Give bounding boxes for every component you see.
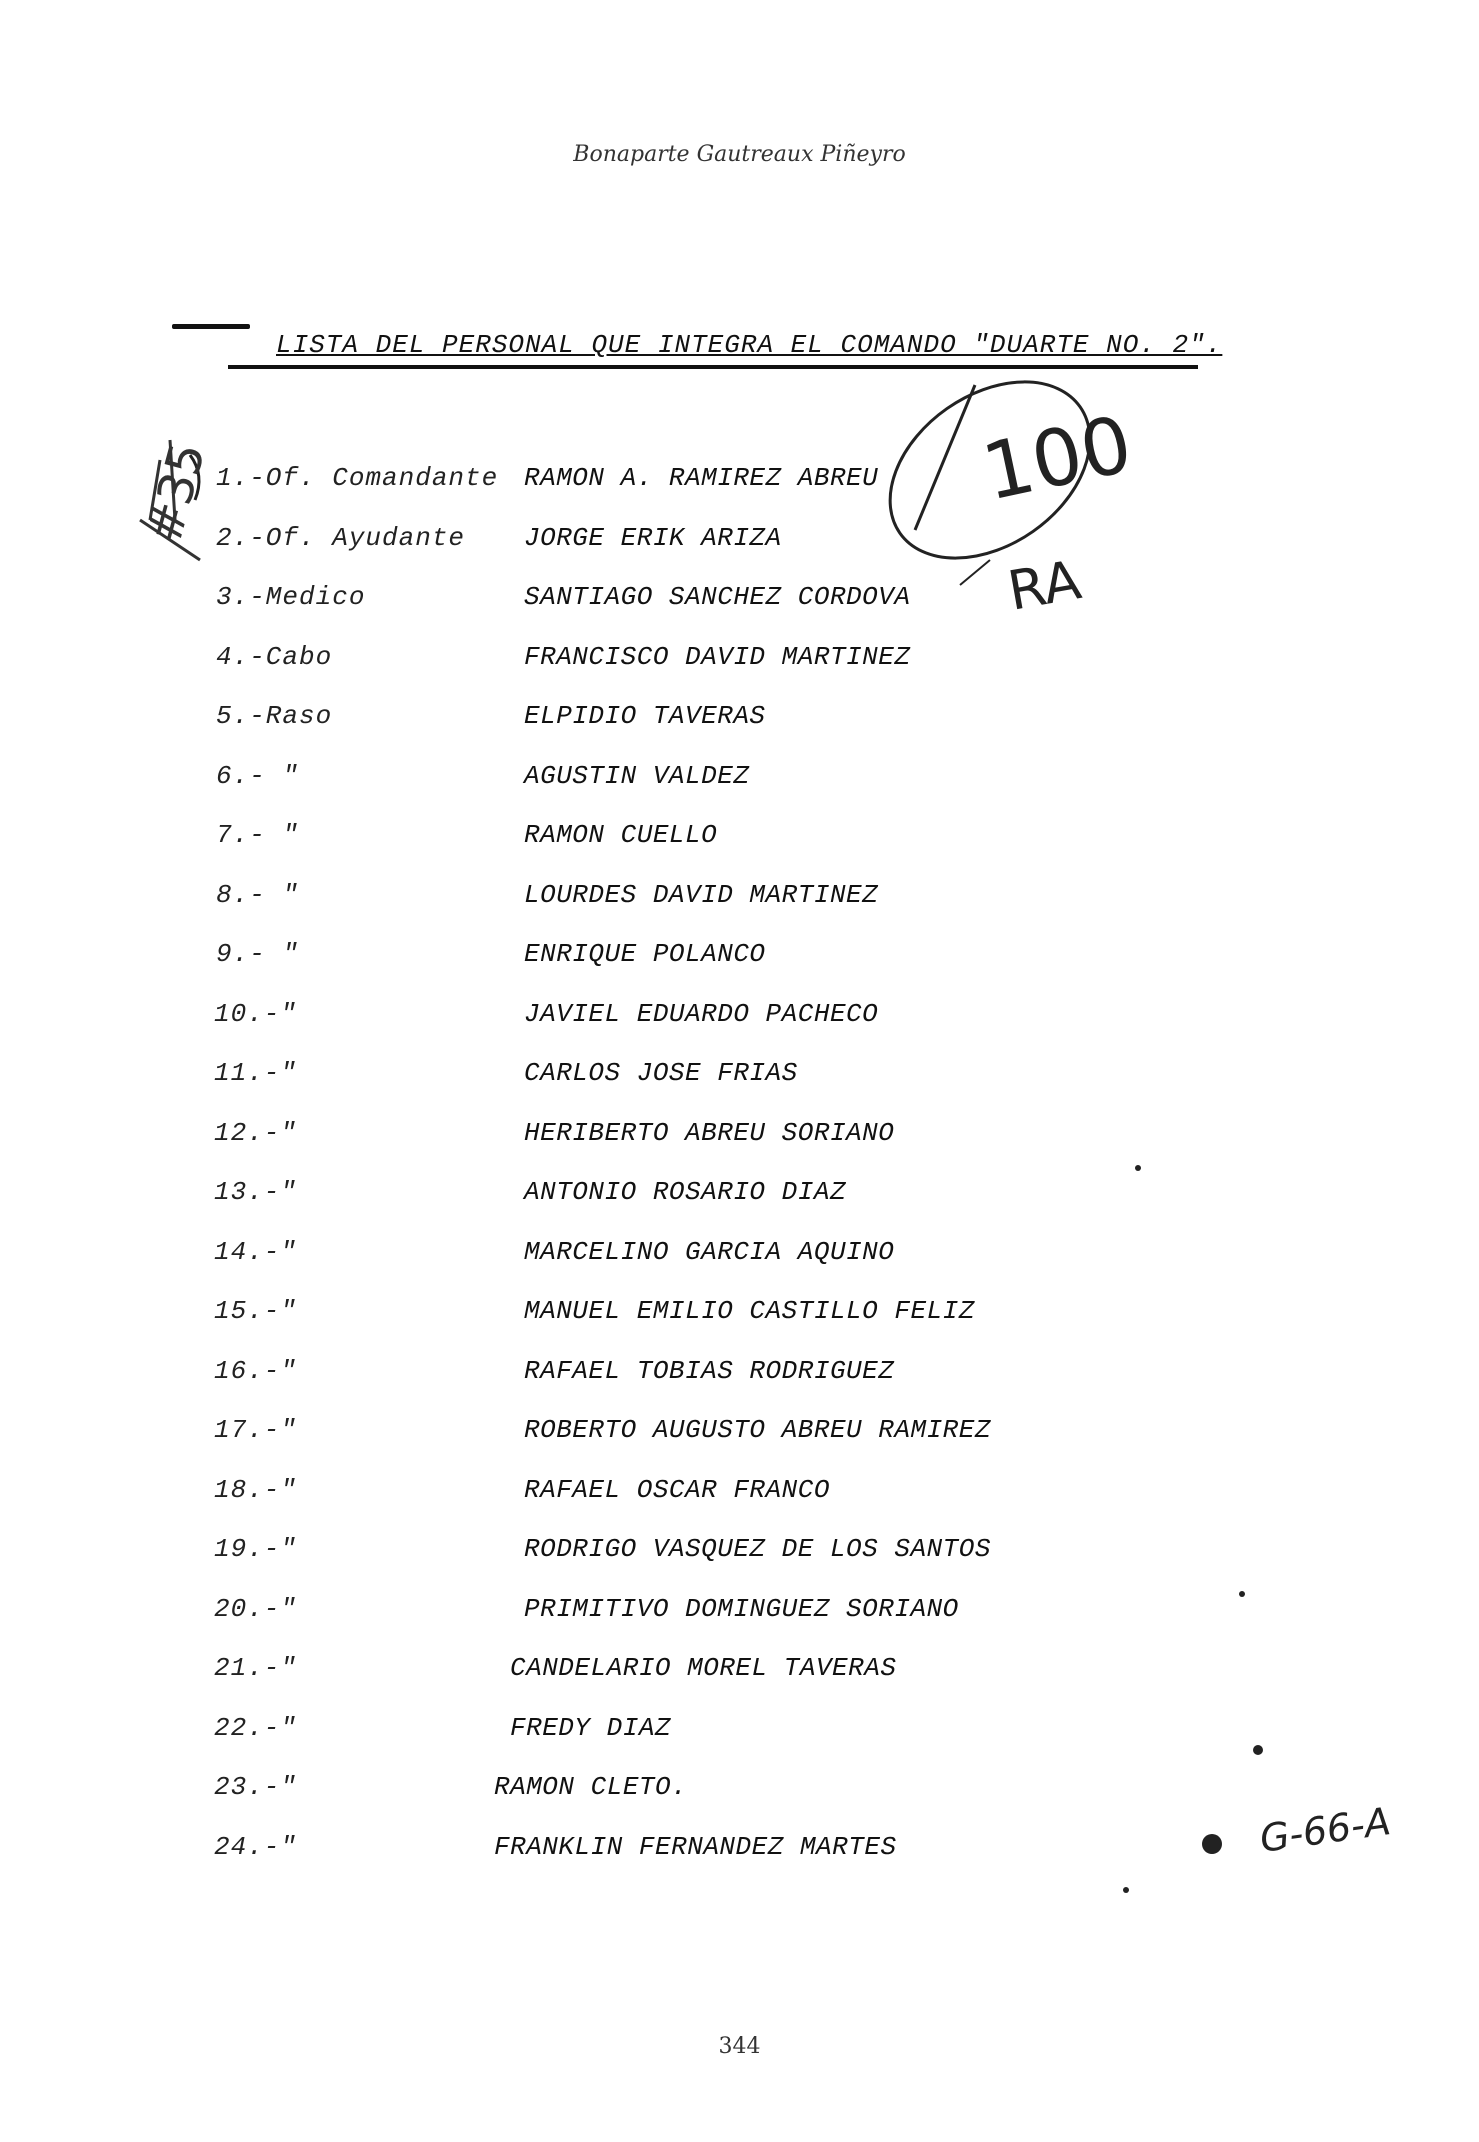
item-person-name: LOURDES DAVID MARTINEZ [524,879,879,910]
item-person-name: MANUEL EMILIO CASTILLO FELIZ [524,1296,975,1326]
ink-dot-2 [1253,1745,1263,1755]
reference-code: G-66-A [1257,1799,1394,1861]
ink-dot-3 [1239,1591,1245,1597]
item-person-name: JORGE ERIK ARIZA [524,522,782,553]
item-person-name: FRANKLIN FERNANDEZ MARTES [494,1831,897,1862]
item-number-label: 22.-" [214,1712,298,1743]
item-person-name: RAMON CUELLO [524,820,718,850]
item-number-label: 15.-" [214,1296,298,1326]
stamp-initials: RA [1003,548,1086,623]
item-number-label: 17.-" [214,1415,298,1445]
ink-dot-1 [1202,1834,1222,1854]
stamp-number: 100 [975,399,1140,519]
item-number-label: 10.-" [214,998,298,1029]
item-number-label: 2.-Of. Ayudante [216,522,466,553]
item-number-label: 4.-Cabo [216,641,333,672]
item-person-name: RODRIGO VASQUEZ DE LOS SANTOS [524,1534,991,1564]
item-number-label: 23.-" [214,1772,298,1802]
item-number-label: 16.-" [214,1355,298,1386]
item-person-name: MARCELINO GARCIA AQUINO [524,1236,895,1267]
item-number-label: 8.- " [216,879,300,910]
item-number-label: 19.-" [214,1534,298,1564]
item-number-label: 20.-" [214,1593,298,1624]
margin-note: #35 [136,437,217,550]
item-number-label: 5.-Raso [216,701,333,731]
item-person-name: RAMON A. RAMIREZ ABREU [524,463,879,493]
item-number-label: 14.-" [214,1236,298,1267]
item-number-label: 24.-" [214,1831,298,1862]
ink-dot-5 [1123,1887,1129,1893]
stamp-slash [915,385,975,530]
item-person-name: ENRIQUE POLANCO [524,939,766,969]
document-title: LISTA DEL PERSONAL QUE INTEGRA EL COMANDO "DUARTE NO. 2". [276,330,1223,360]
stamp-slash-2 [960,560,990,585]
item-person-name: ROBERTO AUGUSTO ABREU RAMIREZ [524,1415,991,1445]
item-person-name: RAFAEL OSCAR FRANCO [524,1474,830,1505]
item-person-name: AGUSTIN VALDEZ [524,760,750,791]
item-number-label: 6.- " [216,760,300,791]
item-person-name: PRIMITIVO DOMINGUEZ SORIANO [524,1593,959,1624]
item-person-name: RAFAEL TOBIAS RODRIGUEZ [524,1355,895,1386]
item-number-label: 12.-" [214,1117,298,1148]
item-number-label: 3.-Medico [216,582,366,612]
item-person-name: CANDELARIO MOREL TAVERAS [510,1653,897,1683]
item-person-name: RAMON CLETO. [494,1772,688,1802]
item-number-label: 18.-" [214,1474,298,1505]
item-person-name: HERIBERTO ABREU SORIANO [524,1117,895,1148]
item-number-label: 21.-" [214,1653,298,1683]
item-number-label: 7.- " [216,820,300,850]
page-number: 344 [718,2034,761,2059]
item-person-name: ELPIDIO TAVERAS [524,701,766,731]
ink-dot-4 [1135,1165,1141,1171]
item-person-name: ANTONIO ROSARIO DIAZ [524,1177,847,1207]
item-person-name: SANTIAGO SANCHEZ CORDOVA [524,582,911,612]
item-person-name: JAVIEL EDUARDO PACHECO [524,998,879,1029]
item-number-label: 1.-Of. Comandante [216,463,499,493]
item-person-name: FREDY DIAZ [510,1712,672,1743]
running-header: Bonaparte Gautreaux Piñeyro [573,142,906,167]
item-number-label: 11.-" [214,1058,298,1088]
item-person-name: FRANCISCO DAVID MARTINEZ [524,641,911,672]
item-number-label: 9.- " [216,939,300,969]
item-person-name: CARLOS JOSE FRIAS [524,1058,798,1088]
item-number-label: 13.-" [214,1177,298,1207]
